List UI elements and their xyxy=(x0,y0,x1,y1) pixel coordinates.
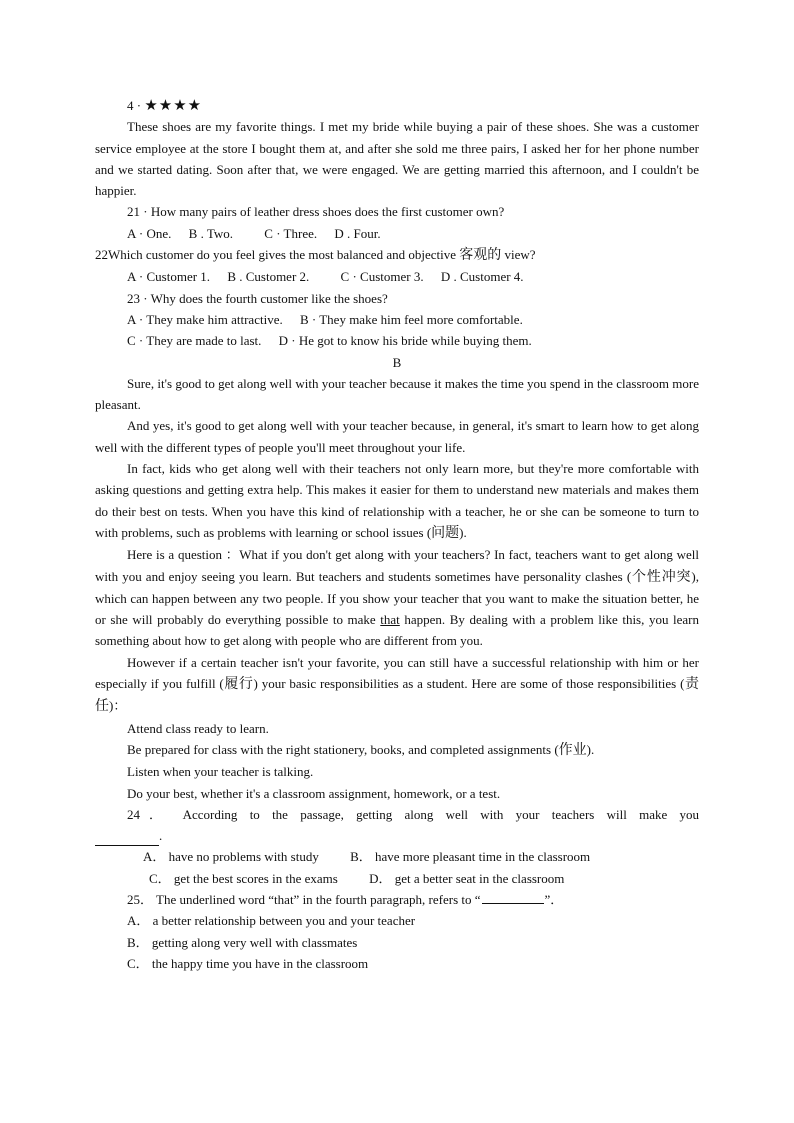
underlined-word: that xyxy=(380,612,400,628)
section-number: 4 · xyxy=(127,98,145,113)
q23-options-row2 xyxy=(95,330,699,351)
q23-option-d: D · He got to know his bride while buying them. xyxy=(278,333,532,349)
answer-blank xyxy=(482,889,544,904)
q23-option-a: A · They make him attractive. xyxy=(127,311,283,327)
q24-option-d: D． get a better seat in the classroom xyxy=(369,870,565,886)
q23-options-row1 xyxy=(95,309,699,330)
q22-option-a: A · Customer 1. xyxy=(127,269,211,285)
q22-stem: 22Which customer do you feel gives the most balanced and objective 客观的 view? xyxy=(95,247,536,264)
q24-stem: 24． According to the passage, getting along well with your teachers will make you xyxy=(127,806,699,822)
q24-answer-blank: . xyxy=(95,825,699,846)
q21-option-d: D . Four. xyxy=(334,225,381,241)
q22-option-d: D . Customer 4. xyxy=(440,269,524,285)
q21-options xyxy=(95,223,699,244)
q21-option-a: A · One. xyxy=(127,225,172,241)
q21-stem: 21 · How many pairs of leather dress shoes does the first customer own? xyxy=(127,204,505,220)
q24-option-c: C． get the best scores in the exams xyxy=(149,870,338,886)
q24-option-b: B． have more pleasant time in the classroom xyxy=(350,849,591,865)
q22-option-c: C · Customer 3. xyxy=(340,269,424,285)
section-4-heading xyxy=(95,95,699,116)
document-page xyxy=(95,95,699,974)
responsibility-3: Listen when your teacher is talking. xyxy=(127,764,314,780)
passage-b-heading: B xyxy=(392,354,402,370)
q25-option-c: C． the happy time you have in the classroom xyxy=(127,955,369,971)
q24-options-row2 xyxy=(95,868,699,889)
q22-option-b: B . Customer 2. xyxy=(227,269,310,285)
passage-b-paragraph-5: However if a certain teacher isn't your favorite, you can still have a successful relationship with him or her especially if you fulfill (履行) your basic responsibilities as a student. Here are some of those responsibilities (责任)： xyxy=(95,654,700,715)
passage-b-paragraph-4: Here is a question ：What if you don't get along with your teachers? In fact, teachers want to get along well with you and enjoy seeing you learn. But teachers and students sometimes have personality clashes (个性冲突), which can happen between any two people. If you show your teacher that you want to make the situation better, he or she will probably do everything possible to make that happen. By dealing with a problem like this, you learn something about how to get along with people who are different from you. xyxy=(95,547,700,649)
q21-option-b: B . Two. xyxy=(188,225,234,241)
q23-stem: 23 · Why does the fourth customer like the shoes? xyxy=(127,290,388,306)
passage-b-paragraph-1: Sure, it's good to get along well with your teacher because it makes the time you spend in the classroom more pleasant. xyxy=(95,375,699,413)
passage-b-paragraph-3: In fact, kids who get along well with their teachers not only learn more, but they're more comfortable with asking questions and getting extra help. This makes it easier for them to understand new materials and makes them do their best on tests. When you have this kind of relationship with a teacher, he or she can be someone to turn to with problems, such as problems with learning or school issues (问题). xyxy=(95,461,699,541)
q24-options-row1 xyxy=(95,846,699,867)
q25-option-a: A． a better relationship between you and your teacher xyxy=(127,913,416,929)
q21-option-c: C · Three. xyxy=(264,225,318,241)
responsibility-4: Do your best, whether it's a classroom assignment, homework, or a test. xyxy=(127,785,501,801)
star-rating: ★★★★ xyxy=(144,96,203,114)
q22-options xyxy=(95,266,699,287)
q24-option-a: A． have no problems with study xyxy=(143,849,319,865)
q25-option-b: B． getting along very well with classmates xyxy=(127,934,358,950)
passage-b-paragraph-2: And yes, it's good to get along well with your teacher because, in general, it's smart to learn how to get along well with the different types of people you'll meet throughout your life. xyxy=(95,418,699,455)
responsibility-1: Attend class ready to learn. xyxy=(127,720,269,736)
section-4-text: These shoes are my favorite things. I met my bride while buying a pair of these shoes. She was a customer service employee at the store I bought them at, and after she sold me three pairs, I asked her for her phone number and we started dating. Soon after that, we were engaged. We are getting married this afternoon, and I couldn't be happier. xyxy=(95,119,699,199)
answer-blank xyxy=(95,829,159,846)
q23-option-b: B · They make him feel more comfortable. xyxy=(299,311,523,327)
q23-option-c: C · They are made to last. xyxy=(127,333,262,349)
q25-stem: 25． The underlined word “that” in the fourth paragraph, refers to “ ”． xyxy=(95,889,699,910)
responsibility-2: Be prepared for class with the right stationery, books, and completed assignments (作业). xyxy=(127,741,595,758)
